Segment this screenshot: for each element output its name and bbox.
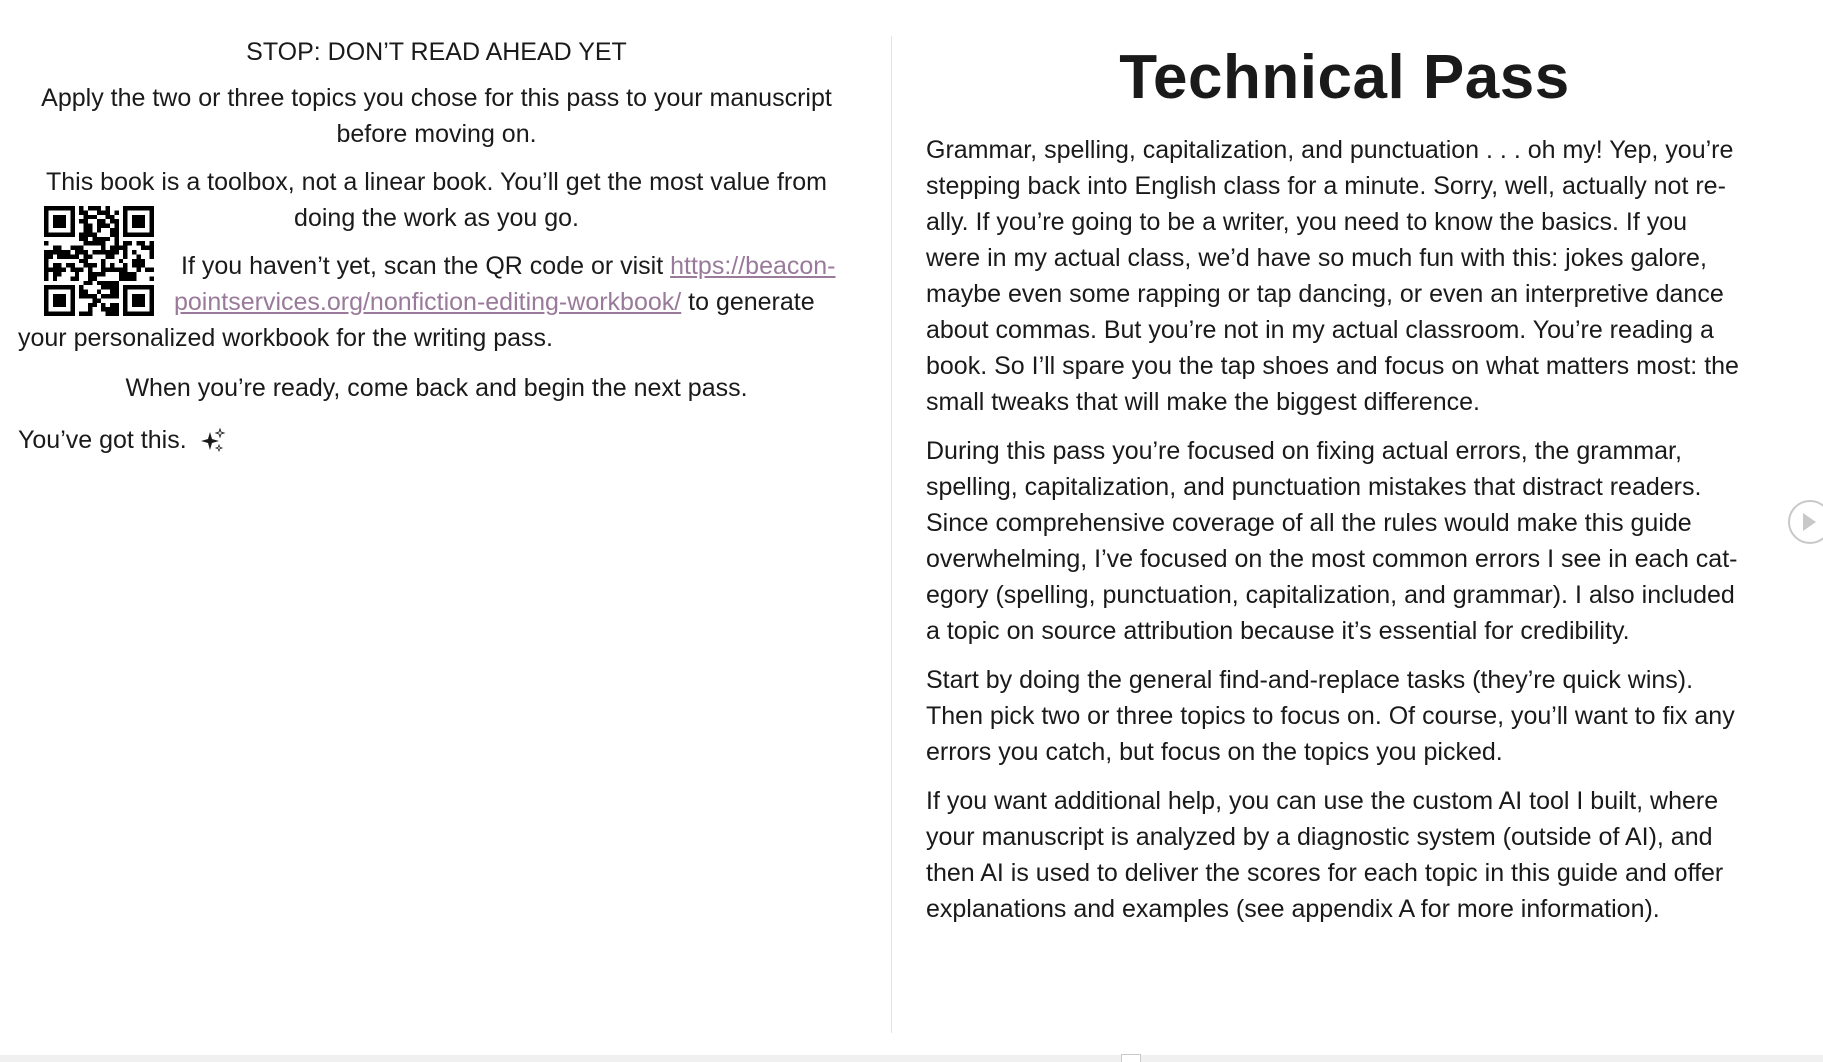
text-line: stepping back into English class for a minute. Sorry, well, actually not re-	[926, 172, 1726, 200]
text-line: errors you catch, but focus on the topics you picked.	[926, 738, 1503, 766]
text-line: If you want additional help, you can use the custom AI tool I built, where	[926, 787, 1719, 815]
scan-line: your personalized workbook for the writing pass.	[18, 324, 553, 352]
text-line: book. So I’ll spare you the tap shoes and focus on what matters most: the	[926, 352, 1739, 380]
page-position-marker[interactable]	[1121, 1054, 1141, 1062]
body-paragraph	[926, 433, 1756, 649]
text-line: maybe even some rapping or tap dancing, or even an interpretive dance	[926, 280, 1724, 308]
text-line: Start by doing the general find-and-replace tasks (they’re quick wins).	[926, 666, 1694, 694]
next-page-button[interactable]	[1788, 500, 1823, 544]
apply-line: Apply the two or three topics you chose for this pass to your manuscript	[41, 84, 832, 112]
chapter-title: Technical Pass	[1119, 43, 1570, 112]
encouragement	[18, 422, 226, 458]
text-line: spelling, capitalization, and punctuation mistakes that distract readers.	[926, 473, 1702, 501]
chapter-body	[926, 132, 1756, 940]
text-line: your manuscript is analyzed by a diagnostic system (outside of AI), and	[926, 823, 1713, 851]
text-line: about commas. But you’re not in my actual classroom. You’re reading a	[926, 316, 1714, 344]
text-line: Grammar, spelling, capitalization, and punctuation . . . oh my! Yep, you’re	[926, 136, 1734, 164]
text-line: During this pass you’re focused on fixing actual errors, the grammar,	[926, 437, 1682, 465]
bottom-scroll-bar	[0, 1055, 1823, 1062]
body-paragraph	[926, 783, 1756, 927]
scan-instruction	[18, 248, 858, 356]
text-line: then AI is used to deliver the scores for each topic in this guide and offer	[926, 859, 1724, 887]
workbook-link[interactable]: https://beacon-	[670, 252, 836, 280]
text-line: Then pick two or three topics to focus on. Of course, you’ll want to fix any	[926, 702, 1735, 730]
toolbox-line: This book is a toolbox, not a linear book. You’ll get the most value from	[45, 168, 827, 196]
toolbox-line: doing the work as you go.	[294, 204, 579, 232]
text-line: Since comprehensive coverage of all the rules would make this guide	[926, 509, 1692, 537]
scan-line	[18, 284, 858, 320]
scan-prefix: If you haven’t yet, scan the QR code or visit	[181, 252, 671, 280]
scan-suffix: to generate	[681, 288, 815, 316]
text-line: a topic on source attribution because it’s essential for credibility.	[926, 617, 1630, 645]
got-this-text: You’ve got this.	[18, 426, 187, 454]
text-line: explanations and examples (see appendix A for more information).	[926, 895, 1660, 923]
left-page	[0, 0, 891, 1055]
text-line: egory (spelling, punctuation, capitalization, and grammar). I also included	[926, 581, 1735, 609]
stop-heading: STOP: DON’T READ AHEAD YET	[246, 38, 627, 66]
text-line: small tweaks that will make the biggest difference.	[926, 388, 1480, 416]
text-line: overwhelming, I’ve focused on the most common errors I see in each cat-	[926, 545, 1738, 573]
sparkles-icon	[200, 428, 226, 454]
apply-line: before moving on.	[336, 120, 537, 148]
text-line: ally. If you’re going to be a writer, you need to know the basics. If you	[926, 208, 1688, 236]
apply-instruction	[20, 80, 853, 152]
ready-text: When you’re ready, come back and begin the next pass.	[125, 374, 748, 402]
chevron-right-icon	[1803, 513, 1816, 531]
text-line: were in my actual class, we’d have so much fun with this: jokes galore,	[926, 244, 1707, 272]
body-paragraph	[926, 662, 1756, 770]
body-paragraph	[926, 132, 1756, 420]
scan-line	[18, 248, 858, 284]
right-page	[892, 0, 1782, 1055]
workbook-link-continued[interactable]: pointservices.org/nonfiction-editing-workbook/	[174, 288, 682, 316]
